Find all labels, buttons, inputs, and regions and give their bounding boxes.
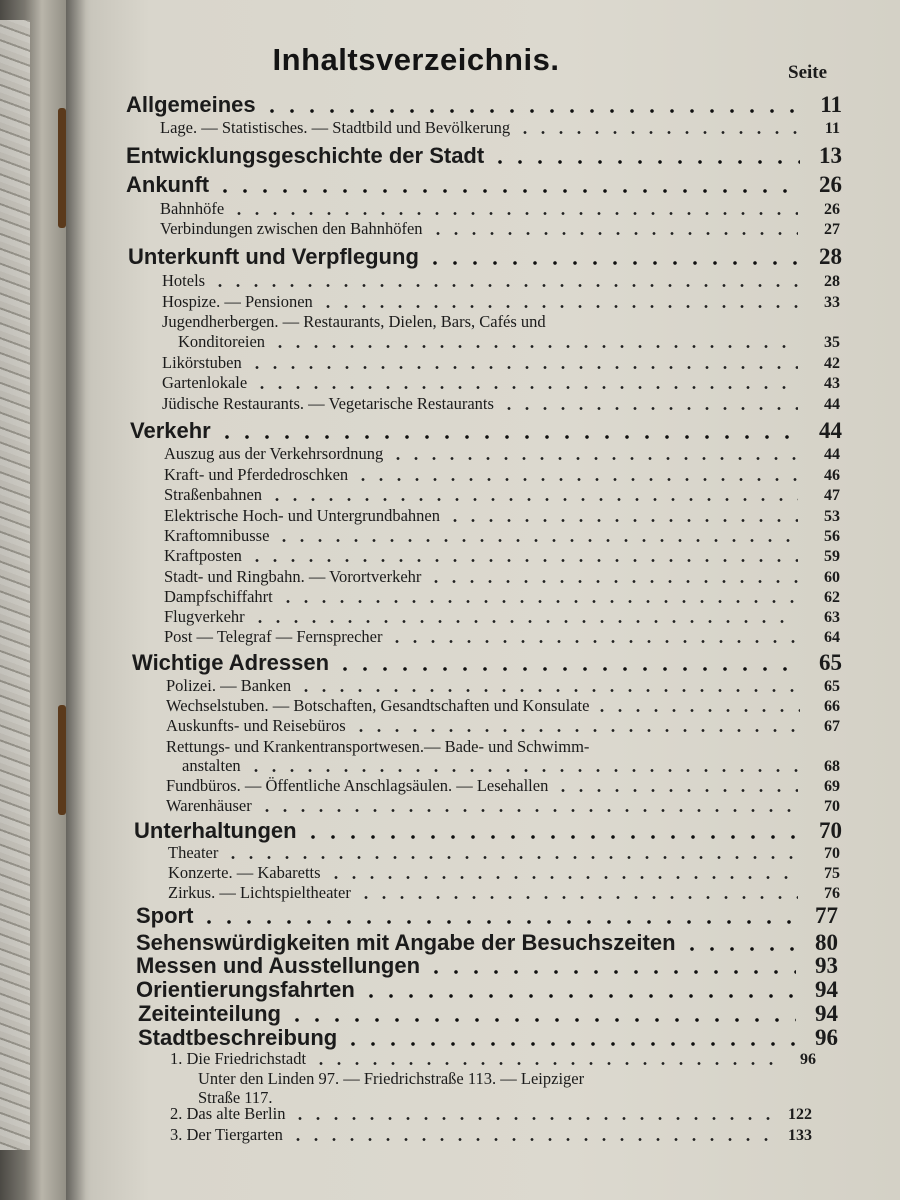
toc-entry-main: Allgemeines 11 <box>126 92 842 117</box>
toc-entry-sub: Zirkus. — Lichtspieltheater 76 <box>168 883 840 902</box>
toc-entry-sub: Konzerte. — Kabaretts 75 <box>168 863 840 882</box>
toc-entry-sub: Bahnhöfe 26 <box>160 199 840 218</box>
toc-entry-main: Messen und Ausstellungen 93 <box>136 953 838 978</box>
binding-stitch <box>58 705 66 815</box>
toc-entry-main: Stadtbeschreibung 96 <box>138 1025 838 1050</box>
toc-entry-main: Entwicklungsgeschichte der Stadt 13 <box>126 143 842 168</box>
toc-entry-main: Sehenswürdigkeiten mit Angabe der Besuchszeiten 80 <box>136 930 838 955</box>
table-of-contents <box>66 0 900 1200</box>
toc-entry-sub-continuation: anstalten 68 <box>182 756 840 775</box>
toc-entry-main: Zeiteinteilung 94 <box>138 1001 838 1026</box>
toc-entry-sub: Fundbüros. — Öffentliche Anschlagsäulen. — Lesehallen 69 <box>166 776 840 795</box>
toc-entry-sub: 3. Der Tiergarten 133 <box>170 1125 812 1144</box>
folded-map-edge <box>0 20 30 1150</box>
toc-entry-sub: Stadt- und Ringbahn. — Vorortverkehr 60 <box>164 567 840 586</box>
toc-entry-sub: Wechselstuben. — Botschaften, Gesandtschaften und Konsulate 66 <box>166 696 840 715</box>
toc-entry-sub: Verbindungen zwischen den Bahnhöfen 27 <box>160 219 840 238</box>
toc-entry-sub: Kraftomnibusse 56 <box>164 526 840 545</box>
toc-entry-main: Unterkunft und Verpflegung 28 <box>128 244 842 269</box>
toc-entry-sub: Post — Telegraf — Fernsprecher 64 <box>164 627 840 646</box>
toc-entry-sub: Gartenlokale 43 <box>162 373 840 392</box>
toc-entry-sub: Lage. — Statistisches. — Stadtbild und Bevölkerung 11 <box>160 118 840 137</box>
toc-entry-sub: Hotels 28 <box>162 271 840 290</box>
toc-entry-sub: Kraft- und Pferdedroschken 46 <box>164 465 840 484</box>
toc-entry-main: Wichtige Adressen 65 <box>132 650 842 675</box>
toc-entry-sub: Dampfschiffahrt 62 <box>164 587 840 606</box>
toc-entry-main: Verkehr 44 <box>130 418 842 443</box>
toc-entry-sub: Theater 70 <box>168 843 840 862</box>
toc-entry-sub: 2. Das alte Berlin 122 <box>170 1104 812 1123</box>
toc-entry-main: Orientierungsfahrten 94 <box>136 977 838 1002</box>
toc-entry-main: Ankunft 26 <box>126 172 842 197</box>
toc-entry-sub: Likörstuben 42 <box>162 353 840 372</box>
toc-entry-main: Unterhaltungen 70 <box>134 818 842 843</box>
toc-entry-detail: Unter den Linden 97. — Friedrichstraße 113. — Leipziger <box>198 1069 585 1088</box>
toc-entry-sub: Jüdische Restaurants. — Vegetarische Restaurants 44 <box>162 394 840 413</box>
toc-entry-sub: Auszug aus der Verkehrsordnung 44 <box>164 444 840 463</box>
gutter-shadow <box>66 0 86 1200</box>
toc-entry-sub: Rettungs- und Krankentransportwesen.— Bade- und Schwimm- <box>166 737 590 756</box>
page-title: Inhaltsverzeichnis. <box>272 42 560 77</box>
toc-entry-sub: 1. Die Friedrichstadt 96 <box>170 1049 816 1068</box>
toc-entry-sub: Hospize. — Pensionen 33 <box>162 292 840 311</box>
book-page <box>66 0 900 1200</box>
toc-entry-sub: Kraftposten 59 <box>164 546 840 565</box>
toc-entry-sub: Flugverkehr 63 <box>164 607 840 626</box>
toc-entry-sub: Jugendherbergen. — Restaurants, Dielen, Bars, Cafés und <box>162 312 546 331</box>
toc-entry-sub: Warenhäuser 70 <box>166 796 840 815</box>
toc-entry-sub-continuation: Konditoreien 35 <box>178 332 840 351</box>
page-column-label: Seite <box>788 62 828 83</box>
toc-entry-sub: Polizei. — Banken 65 <box>166 676 840 695</box>
toc-entry-sub: Straßenbahnen 47 <box>164 485 840 504</box>
toc-entry-main: Sport 77 <box>136 903 838 928</box>
toc-entry-sub: Auskunfts- und Reisebüros 67 <box>166 716 840 735</box>
toc-entry-detail-continuation: Straße 117. <box>198 1088 273 1107</box>
toc-entry-sub: Elektrische Hoch- und Untergrundbahnen 53 <box>164 506 840 525</box>
binding-stitch <box>58 108 66 228</box>
